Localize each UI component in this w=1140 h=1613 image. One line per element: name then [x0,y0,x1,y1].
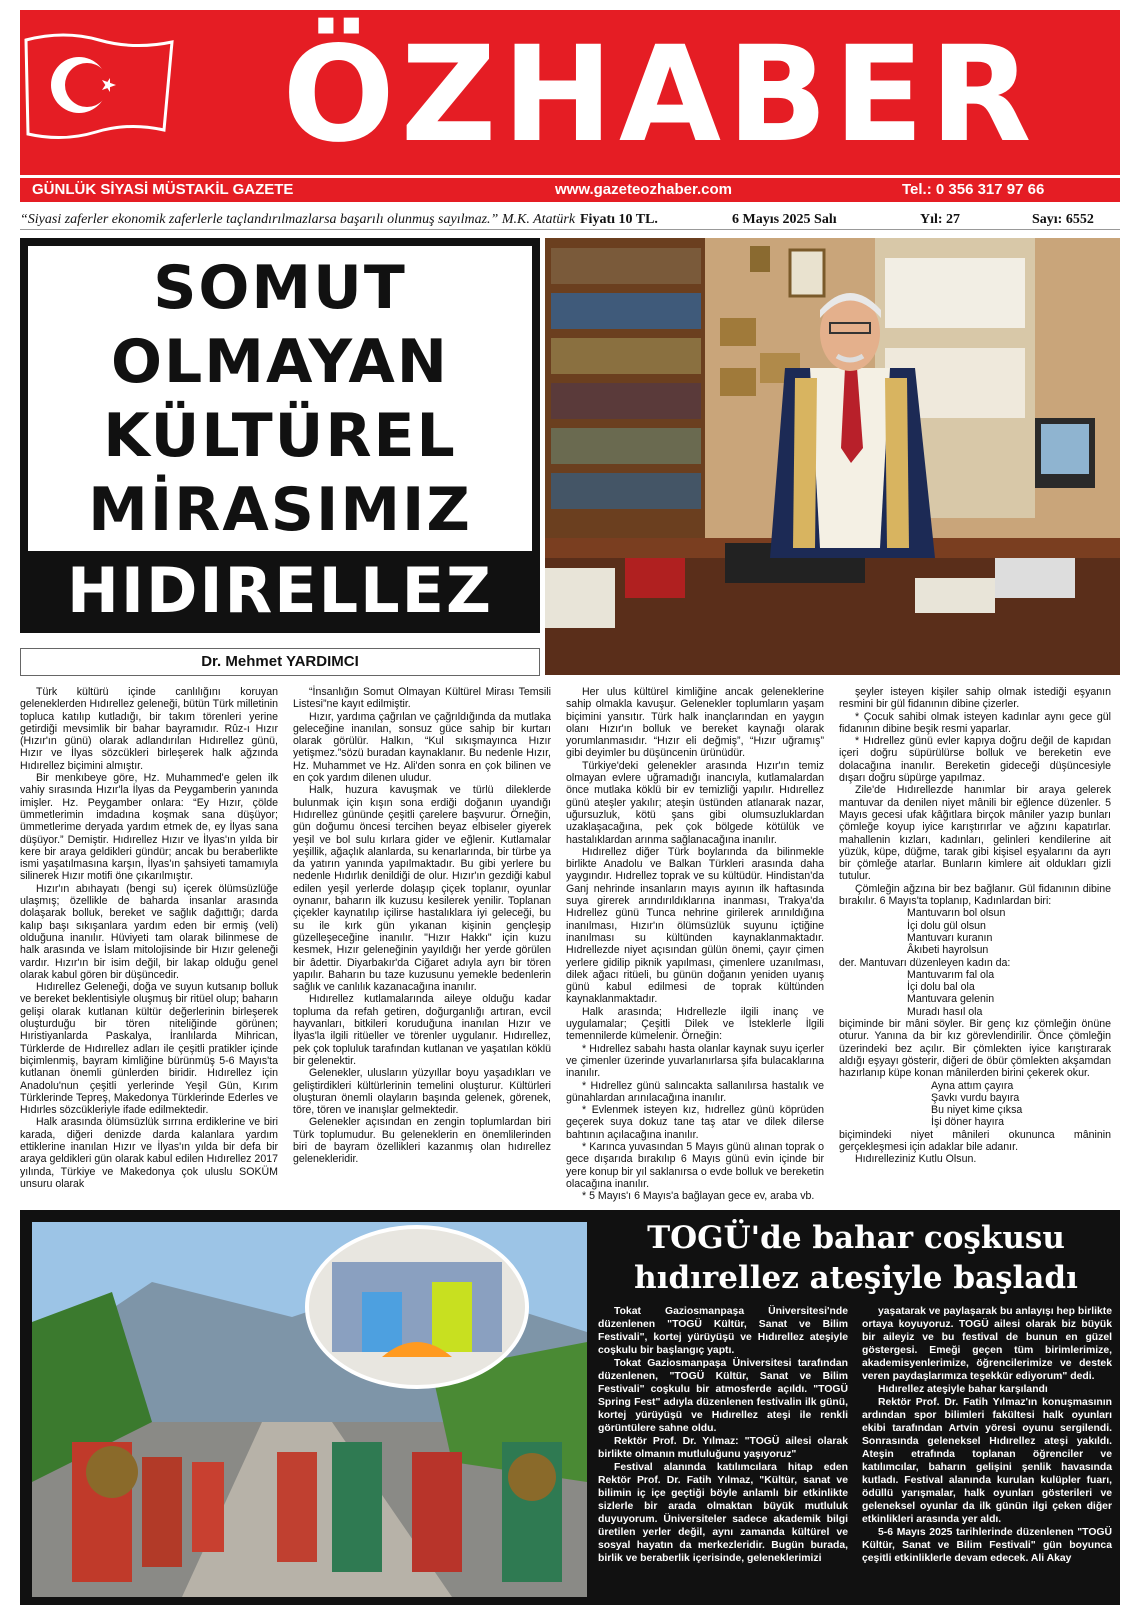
paragraph: “İnsanlığın Somut Olmayan Kültürel Mirası Temsili Listesi”ne kayıt edilmiştir. [293,686,551,711]
paragraph: * Hıdrellez günü evler kapıya doğru değil de kapıdan içeri doğru süpürülürse bolluk ve bereketin eve dolacağına inanılır. Bereketin gideceği düşüncesiyle dışarı doğru süpürge yapılmaz. [839,735,1111,785]
headline-box [20,238,540,633]
paragraph: Rektör Prof. Dr. Fatih Yılmaz'ın konuşmasının ardından spor bilimleri fakültesi halk oyunları ekibi tarafından Artvin yöresi oyunu sergilendi. Sonrasında geleneksel Hıdırellez ateşi yakıldı. Ateşin etrafında toplanan öğrenciler ve katılımcılar, baharın gelişini şenlik havasında kutladı. Festival alanında kurulan kulüpler fuarı, ödüllü yarışmalar, halk oyunları gösterileri ve geleneksel oyunlar da ilk günün ilgi çeken diğer etkinlikleri arasında yer aldı. [862,1397,1112,1525]
festival-photo [32,1222,587,1597]
poem-line: Mantuvarın bol olsun [907,907,1006,920]
website-link[interactable]: www.gazeteozhaber.com [555,181,732,198]
paragraph: Her ulus kültürel kimliğine ancak geleneklerine sahip olmakla kavuşur. Gelenekler toplumların yaşam biçimini yansıtır. Türk halk inançlarından en yaygın olanı Hızır'ın bolluk ve bereket kaynağı olarak yorumlanmasıdır. “Hızır eli değmiş”, “Hızır uğramış” gibi deyimler bu düşüncenin ürünüdür. [566,686,824,760]
paragraph: Gelenekler, ulusların yüzyıllar boyu yaşadıkları ve geliştirdikleri kültürlerinin temelini oluşturur. Kültürleri oluşturan önemli olayların başında gelenek, görenek, töre, tören ve inanışlar gelmektedir. [293,1067,551,1117]
paragraph: yaşatarak ve paylaşarak bu anlayışı hep birlikte ortaya koyuyoruz. TOGÜ ailesi olarak biz büyük bir aileyiz ve bu festival de bunun en güzel göstergesi. Emeği geçen tüm birimlerimize, akademisyenlerimize, öğrencilerimize ve destek veren paydaşlarımıza teşekkür ediyorum" dedi. [862,1306,1112,1382]
poem-line: Muradı hasıl ola [907,1005,983,1018]
phone-number: Tel.: 0 356 317 97 66 [902,181,1045,198]
paragraph: Hıdırellez kutlamalarında aileye olduğu kadar topluma da refah getiren, doğurganlığı artıran, evcil hayvanları, bitkileri koruduğuna inanılan Hızır ve İlyas'la ilgili ritüeller ve törenler uygulanır. Hıdırellez, pek çok topluluk tarafından kutlanan ve yaşatılan köklü bir gelenektir. [293,993,551,1067]
paragraph: biçiminde bir mâni söyler. Bir genç kız çömleğin önüne oturur. Yanına da bir kız görevlendirilir. Önce çömleğin üzerindeki bez açılır. Bir çömlekten iyice karıştırarak aldığı eşyayı gösterir, diğeri de öbür çömlekten akşamdan hazırlanıp küpe konan mânilerden birini çekerek okur. [839,1018,1111,1080]
paragraph: Hıdırellez ateşiyle bahar karşılandı [878,1384,1048,1395]
paragraph: 5-6 Mayıs 2025 tarihlerinde düzenlenen "TOGÜ Kültür, Sanat ve Bilim Festivali" gün boyunca çeşitli etkinliklerle devam edecek. Ali Akay [862,1527,1112,1564]
article-column-2 [293,686,551,1206]
headline-line: MİRASIMIZ [88,474,472,545]
paragraph: biçimindeki niyet mânileri okununca mâninin gerçekleşmesi için adaklar bile adanır. [839,1128,1111,1153]
paragraph: * Hıdrellez günü salıncakta sallanılırsa hastalık ve günahlardan arınılacağına inanılır. [566,1079,824,1104]
article-column-4 [839,686,1111,1206]
poem-line: İşi döner hayıra [931,1116,1005,1129]
paragraph: Hıdırellez diğer Türk boylarında da bilinmekle birlikte Anadolu ve Balkan Türkleri arasında daha yaygındır. Hıdrellez toprak ve su kültüdür. Hindistan'da Ganj nehrinde insanların mayıs ayının ilk haftasında suya girerek arındırıldıklarına inanması, Trakya'da Hıdrellez günü Tunca nehrine girilerek arınıldığına inanılması, Hızır'ın ölümsüzlük suyunu içtiğine inanılması su kültünden kaynaklanmaktadır. Hıdrellezde niyet açısından gülün önemi, çayır çimen yerlere gidilip piknik yapılması, çimenlere uzanılması, dilek ağacı ritüeli, bu günün doğanın yeniden uyanış günü kabul edilmesi de toprak kültünden kaynaklanmaktadır. [566,845,824,1006]
office-photo-illustration [545,238,1120,675]
info-bar [20,210,1120,230]
ataturk-quote: “Siyasi zaferler ekonomik zaferlerle taçlandırılmazlarsa başarılı olunmuş sayılmaz.” M.K. Atatürk [20,212,576,227]
festival-column-2 [862,1305,1112,1565]
poem-line: Mantuvarım fal ola [907,968,995,981]
festival-news-section [20,1210,1120,1605]
paragraph: şeyler isteyen kişiler sahip olmak istediği eşyanın resmini bir gül fidanının dibine çizerler. [839,686,1111,711]
poem-line: Şavkı vurdu bayıra [931,1091,1020,1104]
paragraph: Festival alanında katılımcılara hitap eden Rektör Prof. Dr. Fatih Yılmaz, "Kültür, sanat ve bilimin iç içe geçtiği böyle anlamlı bir etkinlikte sizlerle bir arada olmaktan büyük mutluluk duyuyorum. Üniversiteler sadece akademik bilgi üretilen yerler değil, aynı zamanda kültürel ve sosyal hayatın da merkezleridir. Bugün burada, birlik ve beraberlik içerisinde, geleneklerimizi [598,1462,848,1564]
festival-headline: TOGÜ'de bahar coşkusu hıdırellez ateşiyle başladı [634,1220,1078,1296]
headline-line: SOMUT [153,252,407,323]
poem-line: İçi dolu bal ola [907,981,975,994]
office-photo [545,238,1120,675]
paragraph: Çömleğin ağzına bir bez bağlanır. Gül fidanının dibine bırakılır. 6 Mayıs'ta toplanıp, Kadınlardan biri: [839,882,1111,908]
paragraph: Bir menkıbeye göre, Hz. Muhammed'e gelen ilk vahiy sırasında Hızır'la İlyas da Peygamberin yanında imişler. Hz. Peygamber onlara: “Ey Hızır, çölde ümmetlerimin imdadına koşmak sana düşüyor; ümmetlerime deryada yardım etmek de, ey İlyas sana düşüyor.” Demiştir. Hıdırellez Hızır ve İlyas'ın yılda bir kere bir araya geldikleri gündür; ancak bu beraberlikte ismi yaşatılmasına karşın, İlyas'ın şahsiyeti tamamıyla silinerek Hızır motifi öne çıkarılmıştır. [20,772,278,883]
poem-line: Mantuvara gelenin [907,993,995,1006]
poem-line: Bu niyet kime çıksa [931,1104,1023,1117]
price: Fiyatı 10 TL. [580,212,658,227]
paragraph: * Çocuk sahibi olmak isteyen kadınlar aynı gece gül fidanının dibine beşik resmi yaparlar. [839,710,1111,735]
paragraph: Türk kültürü içinde canlılığını koruyan geleneklerden Hıdırellez geleneği, bütün Türk milletinin topluca katılıp kutladığı, bir takım törenleri yerine getirdiği mevsimlik bir bahar bayramıdır. Rûz-ı Hızır (Hızır'ın günü) olarak adlandırılan Hıdırellez günü, Hızır ve İlyas sözcükleri birleşerek halk ağzında Hıdırellez biçimini almıştır. [20,686,278,772]
paragraph: Tokat Gaziosmanpaşa Üniversitesi tarafından düzenlenen, "TOGÜ Kültür, Sanat ve Bilim Festivali" coşkulu bir atmosferde açıldı. "TOGÜ Spring Fest" adıyla düzenlenen festivalin ilk günü, kortej yürüyüşü ve Hıdırellez ateşi ile renkli görüntülere sahne oldu. [598,1358,848,1434]
article-column-3 [566,686,824,1206]
paragraph: * Karınca yuvasından 5 Mayıs günü alınan toprak o gece dışarıda bırakılıp 6 Mayıs günü evin içinde bir yere konup bir yıl saklanırsa o evde bolluk ve bereketin olacağına inanılır. [566,1140,824,1190]
paragraph: Türkiye'deki gelenekler arasında Hızır'ın temiz olmayan evlere uğramadığı inancıyla, kutlamalardan önce mutlaka köklü bir ev temizliği yapılır. Hıdırellez günü ateşler yakılır; ateşin üstünden atlanarak nazar, uğursuzluk, kötü şans gibi olumsuzluklardan uzaklaşacağına, pek çok bölgede kötülük ve hastalıklardan arınma sağlanacağına inanılır. [566,759,824,846]
paragraph: * 5 Mayıs'ı 6 Mayıs'a bağlayan gece ev, araba vb. [582,1190,815,1203]
paragraph: der. Mantuvarı düzenleyen kadın da: [839,956,1011,969]
poem-line: Mantuvarı kuranın [907,931,993,944]
paragraph: Hızır, yardıma çağrılan ve çağrıldığında da mutlaka geleceğine inanılan, sonsuz güce sahip bir kurtarı olarak görülür. Halkın, “Kul sıkışmayınca Hızır yetişmez.”sözü buradan kaynaklanır. Bu nedenle Hızır, Hz. Muhammet ve Hz. Ali'den sonra en çok bilinen ve en çok yardım dilenen uludur. [293,710,551,785]
paragraph: Tokat Gaziosmanpaşa Üniversitesi'nde düzenlenen "TOGÜ Kültür, Sanat ve Bilim Festivali", kortej yürüyüşü ve Hıdırellez ateşiyle coşkulu bir başlangıç yaptı. [598,1306,848,1356]
author-byline: Dr. Mehmet YARDIMCI [20,648,540,676]
paragraph: Hıdırellez Geleneği, doğa ve suyun kutsanıp bolluk ve bereket beklentisiyle oluşmuş bir ritüel olup; baharın gelişi olarak kutlanan kültür değerlerinin birleşerek oluşturduğu bir tören niteliğinde görünen; Hıristiyanlarda Paskalya, İranlılarda Mihrican, Türklerde de Hıdırellez adları ile çeşitli pratikler içinde biçimlenmiş, bayram kimliğine bürünmüş 5-6 Mayıs'ta kutlanan önemli günlerden biridir. Hıdırellez için Anadolu'nun çeşitli yerlerinde Yeşil Gün, Kırım Türklerinde Tepreş, Makedonya Türklerinde Ederles ve Hıdırles sözcükleriyle ifade edilmektedir. [20,981,278,1117]
paragraph: * Evlenmek isteyen kız, hıdrellez günü köprüden geçerek suya dokuz tane taş atar ve dilek dilerse bahtının açılacağına inanılır. [566,1104,824,1141]
article-column-1 [20,686,278,1206]
paragraph: Hıdırelleziniz Kutlu Olsun. [855,1153,977,1166]
tagline: GÜNLÜK SİYASİ MÜSTAKİL GAZETE [32,181,294,198]
paragraph: Gelenekler açısından en zengin toplumlardan biri Türk toplumudur. Bu geleneklerin en önemlilerinden biri de bayram özellikleri kazanmış olan hıdırellez gelenekleridir. [293,1116,551,1166]
headline-line: KÜLTÜREL [103,400,457,471]
issue-date: 6 Mayıs 2025 Salı [732,212,837,227]
poem-line: İçi dolu gül olsun [907,919,986,932]
paragraph: Zile'de Hıdırellezde hanımlar bir araya gelerek mantuvar da denilen niyet mânili bir eğlence düzenler. 5 Mayıs gecesi ufak kâğıtlara birçok mâniler yazıp bunları çömleğe koyup iyice karıştırırlar ve ağzını kapatırlar. mahallenin kızları, kadınları, gelinleri kendilerine ait yüzük, küpe, düğme, tarak gibi kişisel eşyalarını da ayrı bir çömleğe atarlar. Bunların kimlere ait oldukları gizli tutulur. [839,784,1111,883]
headline-line: OLMAYAN [111,326,449,397]
festival-photo-illustration [32,1222,587,1597]
turkish-flag-icon [24,30,174,145]
year-number: Yıl: 27 [920,212,961,227]
paragraph: Halk arasında; Hıdrellezle ilgili inanç ve uygulamalar; Çeşitli Dilek ve İsteklerle İlgili temennilerde kümelenir. Örneğin: [566,1005,824,1043]
paragraph: Hızır'ın abıhayatı (bengi su) içerek ölümsüzlüğe ulaşmış; özellikle de baharda insanlar arasında dolaşarak bolluk, bereket ve sağlık dağıttığı; darda kalıp başı sıkışanlara yardım eden bir ermiş (veli) olduğuna inanılır. Hüviyeti tam olarak bilinmese de halk arasında ve İslam mitolojisinde bir Hızır geleneği vardır. Hızır'ın bir isim değil, bir lakap olduğu genel olarak kabul gören bir düşüncedir. [20,882,278,981]
festival-column-1 [598,1305,848,1565]
paragraph: Halk arasında ölümsüzlük sırrına erdiklerine ve biri karada, diğeri denizde darda kalanlara yardım ettiklerine inanılan Hızır ve İlyas'ın yılda bir defa bir araya geldikleri gün olarak kabul edilen Hıdırellez 2017 yılında, Türkiye ve Makedonya çok uluslu SOKÜM unsuru olarak [20,1116,278,1190]
issue-number: Sayı: 6552 [1032,212,1094,227]
paragraph: * Hıdrellez sabahı hasta olanlar kaynak suyu içerler ve çimenler üzerinde yuvarlanırlarsa şifa bulacaklarına inanılır. [566,1042,824,1080]
headline-last-line: HIDIRELLEZ [67,554,493,627]
headline-inner [28,246,532,551]
poem-line: Ayna attım çayıra [931,1079,1014,1092]
paragraph: Halk, huzura kavuşmak ve türlü dileklerde bulunmak için kışın sona erdiği doğanın uyandığı Hıdırellez gününde çeşitli çarelere başvurur. Örneğin, gün doğumu öncesi tercihen beyaz elbiseler giyerek yeşil ve bol sulu kırlara gider ve eğlenir. Kutlamalar yeşillik, ağaçlık alanlarda, su kenarlarında, bir türbe ya da yatırın yanında yapılmaktadır. Bu gibi yerlere bu nedenle Hıdırlık denildiği de olur. Hızır'ın gezdiği kabul edilen yeşil yerlerde dolaşıp çiçek toplanır, oyunlar oynanır, baharın ilk kuzusu kesilerek yenilir. Toplanan çiçekler kaynatılıp içilirse hastalıklara iyi geleceği, bu su ile kırk gün yıkanan kişinin gençleşip güzelleşeceğine inanılır. "Hızır Hakkı" için kuzu kesmek, Hızır geleneğinin yayıldığı her yerde görülen bir âdettir. Diyarbakır'da Ciğaret adıyla ayrı bir tören yapılır. Baharın bu taze kuzusunu yemekle bedenlerin sağlık ve canlılık kazanacağına inanılır. [293,784,551,994]
newspaper-title: ÖZHABER [282,18,1038,172]
masthead-strip [20,178,1120,202]
poem-line: Âkıbeti hayrolsun [907,944,989,957]
masthead [20,10,1120,175]
paragraph: Rektör Prof. Dr. Yılmaz: "TOGÜ ailesi olarak birlikte olmanın mutluluğunu yaşıyoruz" [598,1436,848,1460]
